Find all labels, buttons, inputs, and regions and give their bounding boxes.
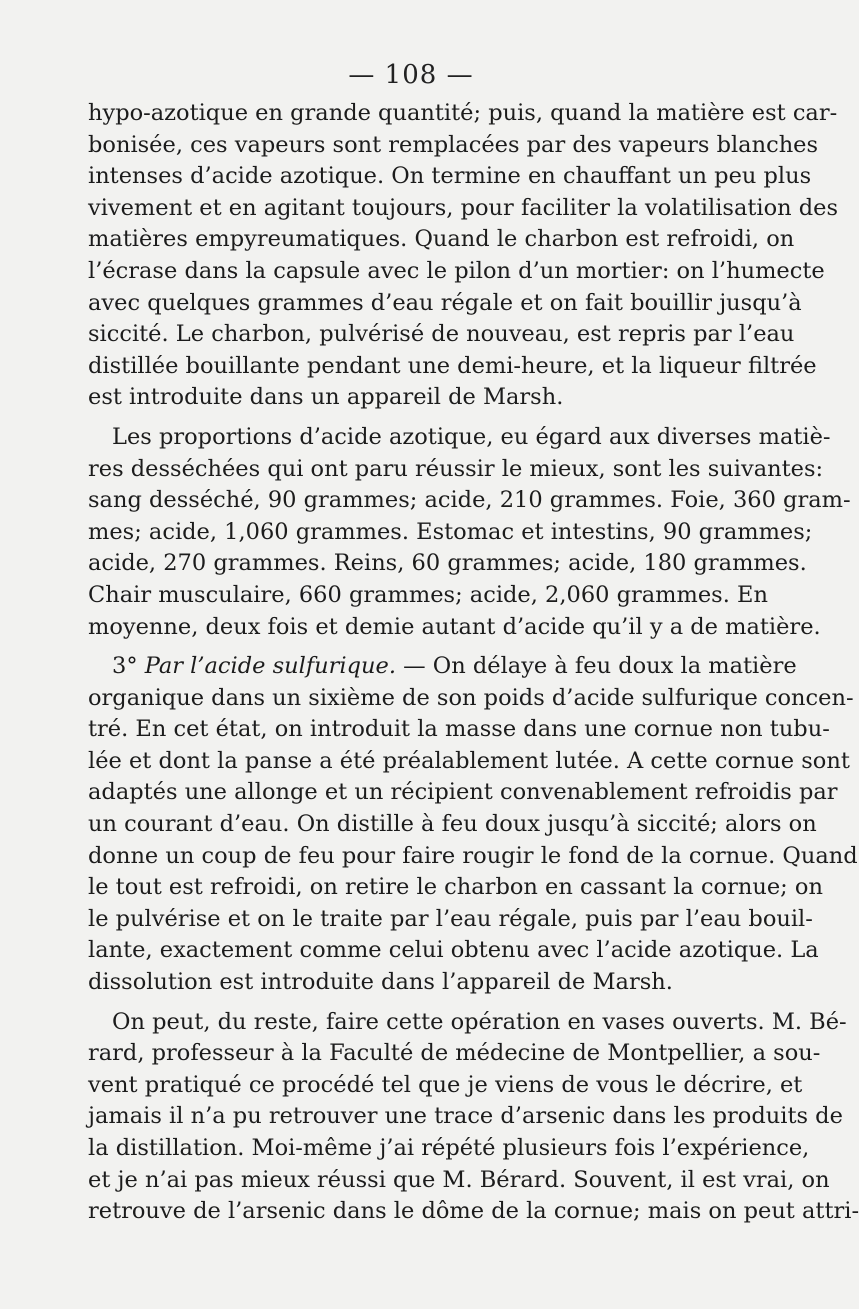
paragraph-1 bbox=[88, 98, 839, 414]
text-line: vivement et en agitant toujours, pour faciliter la volatilisation des bbox=[88, 194, 839, 221]
text-line: hypo-azotique en grande quantité; puis, quand la matière est car- bbox=[88, 100, 838, 126]
text-line: matières empyreumatiques. Quand le charbon est refroidi, on bbox=[88, 226, 795, 253]
section-number: 3° bbox=[112, 653, 145, 680]
paragraph-3 bbox=[88, 651, 858, 999]
text-line: le pulvérise et on le traite par l’eau régale, puis par l’eau bouil- bbox=[88, 905, 813, 932]
text-line: acide, 270 grammes. Reins, 60 grammes; acide, 180 grammes. bbox=[88, 550, 807, 577]
body-text bbox=[88, 98, 859, 1228]
text-line: et je n’ai pas mieux réussi que M. Bérard. Souvent, il est vrai, on bbox=[88, 1166, 830, 1193]
text-line: distillée bouillante pendant une demi-heure, et la liqueur filtrée bbox=[88, 352, 817, 379]
text-line: vent pratiqué ce procédé tel que je viens de vous le décrire, et bbox=[88, 1071, 803, 1098]
text-line: dissolution est introduite dans l’appareil de Marsh. bbox=[88, 969, 673, 996]
text-line: moyenne, deux fois et demie autant d’acide qu’il y a de matière. bbox=[88, 613, 821, 640]
text-line: siccité. Le charbon, pulvérisé de nouveau, est repris par l’eau bbox=[88, 321, 795, 348]
text-line: bonisée, ces vapeurs sont remplacées par des vapeurs blanches bbox=[88, 131, 819, 158]
page-number: — 108 — bbox=[348, 60, 474, 90]
section-heading-rest: — On délaye à feu doux la matière bbox=[395, 653, 797, 680]
text-line: est introduite dans un appareil de Marsh. bbox=[88, 384, 564, 411]
paragraph-4 bbox=[88, 1007, 859, 1228]
text-line: On peut, du reste, faire cette opération en vases ouverts. M. Bé- bbox=[112, 1008, 847, 1035]
text-line: tré. En cet état, on introduit la masse dans une cornue non tubu- bbox=[88, 716, 830, 743]
text-line: la distillation. Moi-même j’ai répété plusieurs fois l’expérience, bbox=[88, 1135, 810, 1161]
text-line: rard, professeur à la Faculté de médecine de Montpellier, a sou- bbox=[88, 1040, 821, 1067]
text-line: Chair musculaire, 660 grammes; acide, 2,060 grammes. En bbox=[88, 581, 768, 608]
text-line: le tout est refroidi, on retire le charbon en cassant la cornue; on bbox=[88, 874, 823, 901]
text-line: un courant d’eau. On distille à feu doux jusqu’à siccité; alors on bbox=[88, 811, 817, 838]
text-line: organique dans un sixième de son poids d’acide sulfurique concen- bbox=[88, 684, 854, 711]
section-heading-line bbox=[88, 651, 797, 683]
paragraph-2 bbox=[88, 422, 851, 643]
text-line: lée et dont la panse a été préalablement lutée. A cette cornue sont bbox=[88, 747, 850, 774]
section-title: Par l’acide sulfurique. bbox=[144, 653, 396, 680]
text-line: avec quelques grammes d’eau régale et on fait bouillir jusqu’à bbox=[88, 289, 802, 316]
text-line: res desséchées qui ont paru réussir le mieux, sont les suivantes: bbox=[88, 455, 824, 482]
text-line: l’écrase dans la capsule avec le pilon d’un mortier: on l’humecte bbox=[88, 257, 825, 284]
text-line: intenses d’acide azotique. On termine en chauffant un peu plus bbox=[88, 163, 812, 190]
text-line: retrouve de l’arsenic dans le dôme de la cornue; mais on peut attri- bbox=[88, 1198, 859, 1225]
text-line: lante, exactement comme celui obtenu avec l’acide azotique. La bbox=[88, 937, 819, 964]
text-line: mes; acide, 1,060 grammes. Estomac et intestins, 90 grammes; bbox=[88, 518, 813, 545]
text-line: jamais il n’a pu retrouver une trace d’arsenic dans les produits de bbox=[88, 1103, 843, 1130]
text-line: Les proportions d’acide azotique, eu égard aux diverses matiè- bbox=[112, 423, 831, 450]
text-line: donne un coup de feu pour faire rougir le fond de la cornue. Quand bbox=[88, 842, 858, 869]
text-line: sang desséché, 90 grammes; acide, 210 grammes. Foie, 360 gram- bbox=[88, 487, 851, 514]
text-line: adaptés une allonge et un récipient convenablement refroidis par bbox=[88, 779, 838, 806]
